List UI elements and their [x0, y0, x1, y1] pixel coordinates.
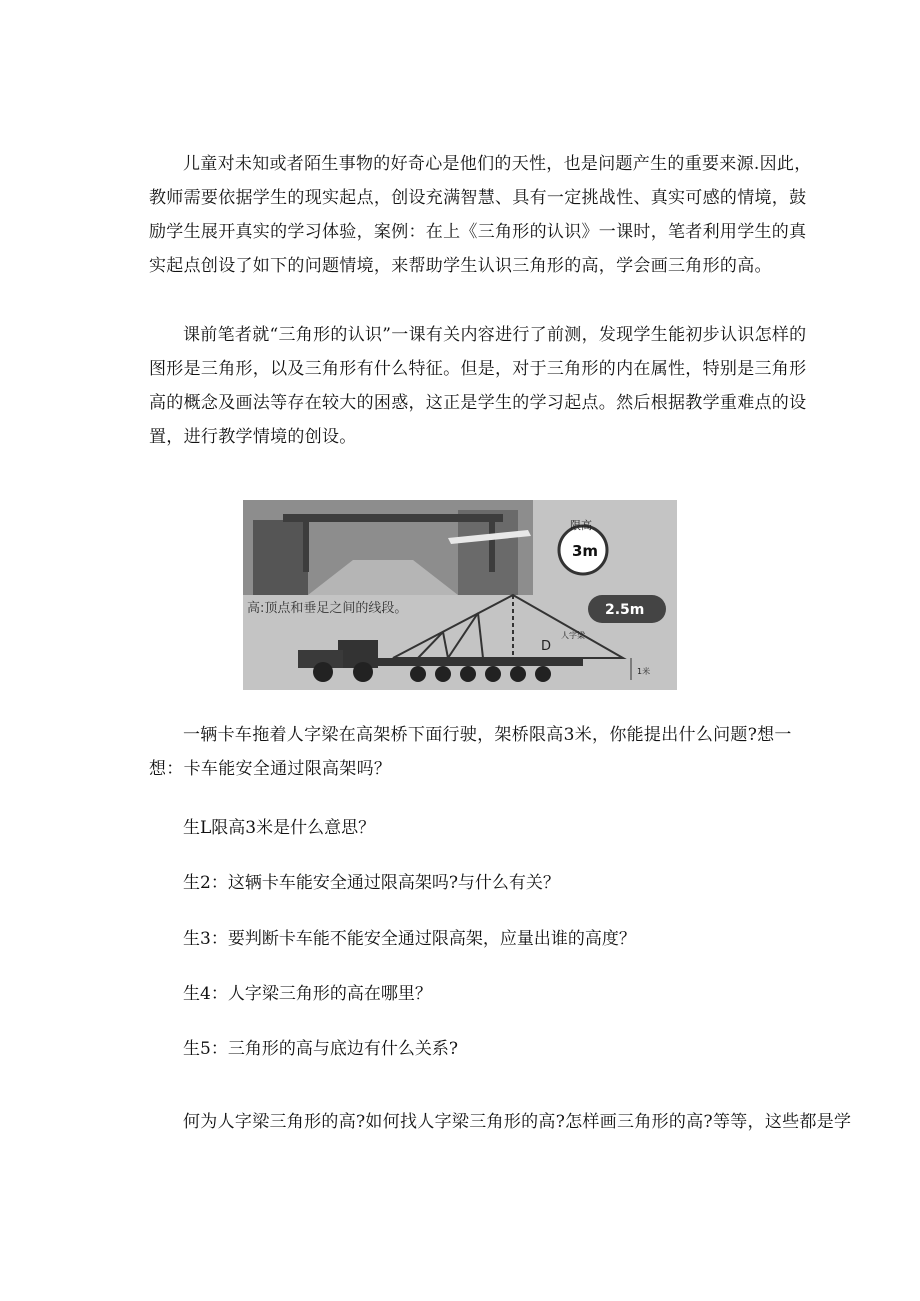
paragraph-problem: 一辆卡车拖着人字梁在高架桥下面行驶，架桥限高3米，你能提出什么问题?想一想：卡车能安全通过限高架吗？: [149, 725, 792, 779]
student-line-1: 生L限高3米是什么意思？: [183, 818, 376, 838]
student-line-2: 生2：这辆卡车能安全通过限高架吗?与什么有关？: [183, 873, 560, 893]
figure-illustration: [243, 500, 677, 690]
height-value: 2.5m: [605, 602, 645, 618]
paragraph-intro: 儿童对未知或者陌生事物的好奇心是他们的天性，也是问题产生的重要来源.因此，教师需要依据学生的现实起点，创设充满智慧、具有一定挑战性、真实可感的情境，鼓励学生展开真实的学习体验，案例：在上《三角形的认识》一课时，笔者利用学生的真实起点创设了如下的问题情境，来帮助学生认识三角形的高，学会画三角形的高。: [149, 154, 812, 276]
beam-label: 人字梁: [561, 631, 585, 640]
sign-value: 3m: [572, 542, 599, 560]
student-line-4: 生4：人字梁三角形的高在哪里？: [183, 984, 432, 1004]
paragraph-pretest: 课前笔者就“三角形的认识”一课有关内容进行了前测，发现学生能初步认识怎样的图形是三角形，以及三角形有什么特征。但是，对于三角形的内在属性，特别是三角形高的概念及画法等存在较大的困惑，这正是学生的学习起点。然后根据教学重难点的设置，进行教学情境的创设。: [149, 325, 807, 447]
ground-label: 1米: [637, 667, 651, 676]
sign-label: 限高: [570, 519, 592, 532]
figure-caption: 高:顶点和垂足之间的线段。: [247, 601, 408, 616]
student-line-3: 生3：要判断卡车能不能安全通过限高架，应量出谁的高度？: [183, 929, 636, 949]
student-line-5: 生5：三角形的高与底边有什么关系?: [183, 1039, 458, 1059]
bridge-truck-figure: [243, 500, 677, 690]
paragraph-closing: 何为人字梁三角形的高?如何找人字梁三角形的高?怎样画三角形的高?等等，这些都是学: [183, 1112, 852, 1132]
svg-text:D: D: [541, 639, 552, 654]
